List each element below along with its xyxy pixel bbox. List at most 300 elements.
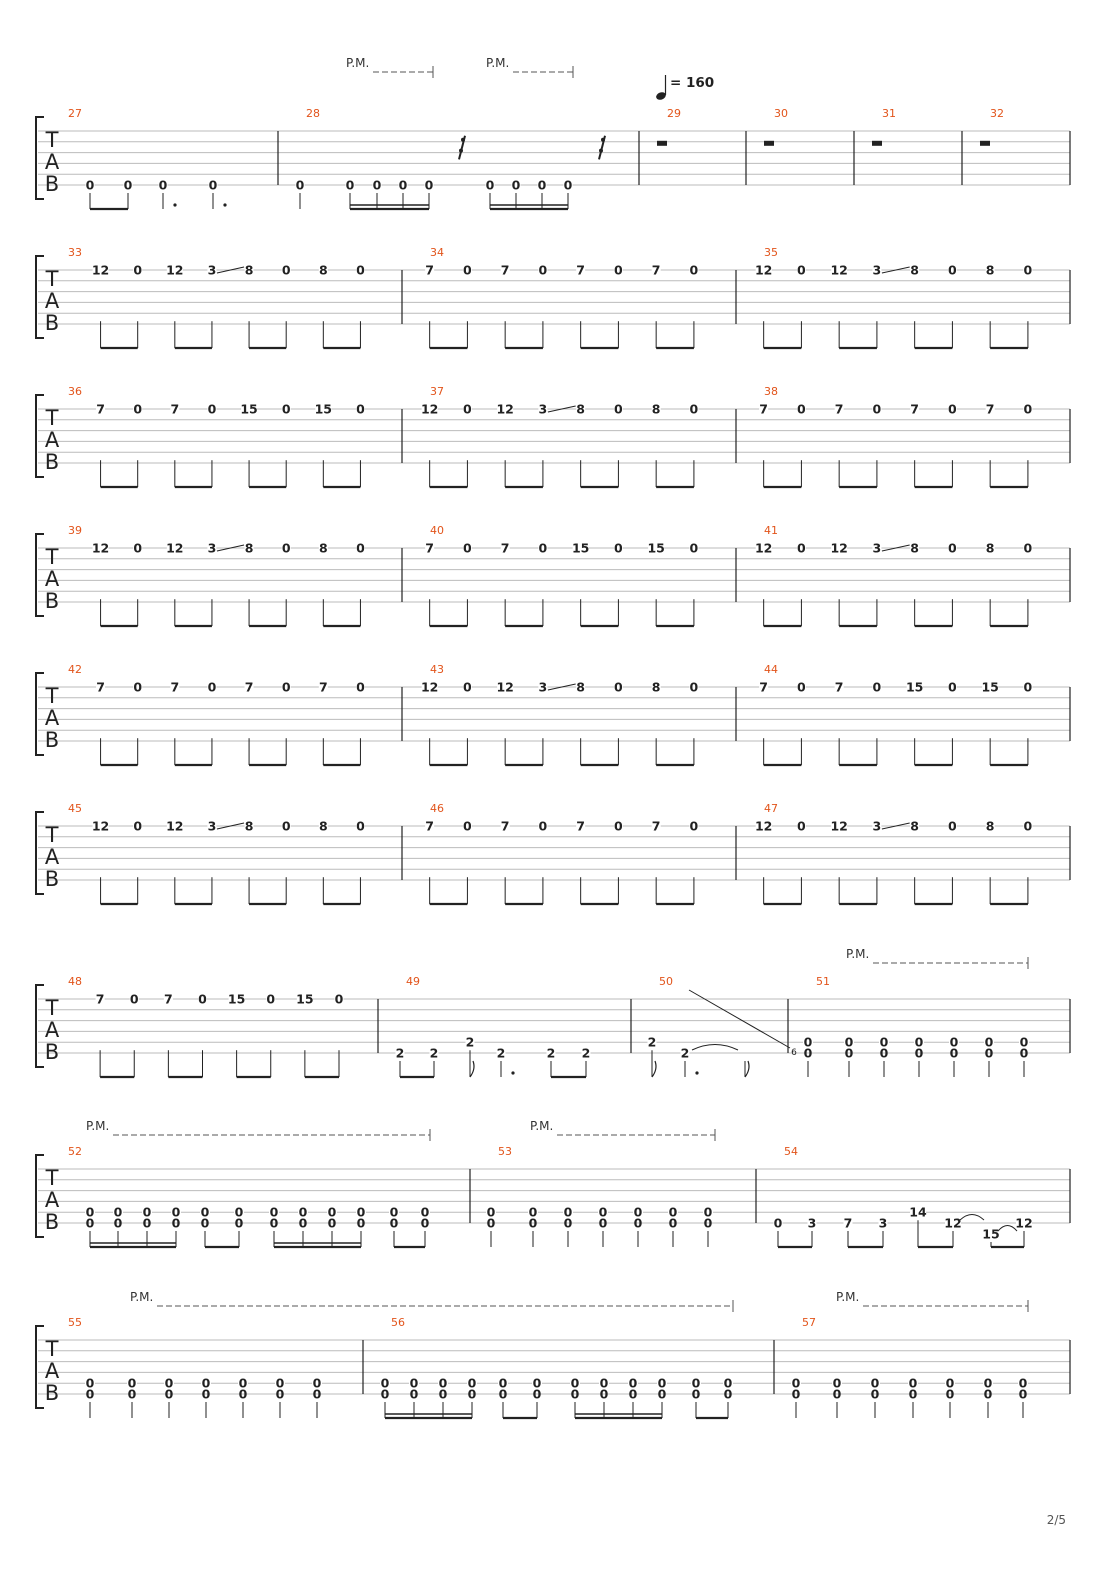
fret-number: 0 xyxy=(984,1045,994,1061)
palm-mute-marker xyxy=(86,1119,430,1141)
whole-rest xyxy=(657,141,667,146)
fret-number: 0 xyxy=(356,1215,366,1231)
fret-number: 12 xyxy=(830,262,848,278)
fret-number: 2 xyxy=(546,1045,556,1061)
fret-number: 0 xyxy=(281,262,291,278)
fret-number: 8 xyxy=(985,818,995,834)
fret-number: 0 xyxy=(948,540,957,556)
fret-number: 0 xyxy=(356,818,365,834)
fret-number: 0 xyxy=(198,991,207,1007)
measure-number: 36 xyxy=(68,385,82,398)
fret-number: 7 xyxy=(843,1215,853,1231)
fret-number: 0 xyxy=(201,1375,211,1391)
fret-number: 0 xyxy=(803,1034,813,1050)
fret-number: 7 xyxy=(759,679,769,695)
measure-number: 29 xyxy=(667,107,681,120)
fret-number: 0 xyxy=(200,1215,210,1231)
fret-number: 3 xyxy=(538,679,548,695)
fret-number: 0 xyxy=(914,1034,924,1050)
system-bracket xyxy=(36,534,44,616)
fret-number: 7 xyxy=(834,679,844,695)
fret-number: 0 xyxy=(298,1204,308,1220)
rhythm-dot xyxy=(695,1071,698,1074)
fret-number: 0 xyxy=(949,1034,959,1050)
tab-clef-letter: A xyxy=(44,1018,60,1042)
tab-clef-letter: B xyxy=(44,589,60,613)
fret-number: 0 xyxy=(463,818,472,834)
rhythm-dot xyxy=(173,203,176,206)
fret-number: 0 xyxy=(113,1215,123,1231)
fret-number: 7 xyxy=(164,991,173,1007)
fret-number: 0 xyxy=(832,1375,842,1391)
fret-number: 0 xyxy=(908,1386,918,1402)
fret-number: 0 xyxy=(614,401,623,417)
fret-number: 0 xyxy=(200,1204,210,1220)
fret-number: 12 xyxy=(166,262,184,278)
fret-number: 0 xyxy=(127,1375,137,1391)
fret-number: 15 xyxy=(240,401,258,417)
fret-number: 0 xyxy=(598,1204,608,1220)
rhythm-dot xyxy=(511,1071,514,1074)
measure-number: 48 xyxy=(68,975,82,988)
fret-number: 3 xyxy=(538,401,548,417)
fret-number: 8 xyxy=(318,540,328,556)
fret-number: 7 xyxy=(425,262,435,278)
fret-number: 2 xyxy=(581,1045,591,1061)
fret-number: 3 xyxy=(807,1215,817,1231)
fret-number: 15 xyxy=(314,401,333,417)
tab-clef-letter: A xyxy=(44,428,60,452)
fret-number: 0 xyxy=(538,262,548,278)
measure-number: 50 xyxy=(659,975,673,988)
fret-number: 0 xyxy=(668,1204,678,1220)
fret-number: 0 xyxy=(269,1204,279,1220)
fret-number: 0 xyxy=(133,679,143,695)
fret-number: 8 xyxy=(985,262,995,278)
fret-number: 0 xyxy=(424,177,434,193)
palm-mute-marker xyxy=(486,56,573,78)
fret-number: 7 xyxy=(170,401,180,417)
measure-number: 51 xyxy=(816,975,830,988)
sixteenth-rest xyxy=(459,136,465,160)
fret-number: 0 xyxy=(207,401,217,417)
fret-number: 0 xyxy=(127,1386,137,1402)
fret-number: 0 xyxy=(689,679,699,695)
fret-number: 0 xyxy=(334,991,344,1007)
fret-number: 0 xyxy=(129,991,139,1007)
fret-number: 0 xyxy=(983,1375,993,1391)
fret-number: 0 xyxy=(438,1375,448,1391)
measure-number: 54 xyxy=(784,1145,798,1158)
fret-number: 0 xyxy=(797,540,806,556)
tab-clef-letter: B xyxy=(44,311,60,335)
measure-number: 31 xyxy=(882,107,896,120)
fret-number: 2 xyxy=(496,1045,506,1061)
fret-number: 0 xyxy=(234,1204,244,1220)
fret-number: 0 xyxy=(463,679,472,695)
fret-number: 0 xyxy=(537,177,547,193)
fret-number: 12 xyxy=(830,540,848,556)
fret-number: 0 xyxy=(467,1386,477,1402)
measure-number: 47 xyxy=(764,802,778,815)
fret-number: 0 xyxy=(703,1215,713,1231)
fret-number: 2 xyxy=(395,1045,405,1061)
fret-number: 0 xyxy=(945,1375,955,1391)
fret-number: 0 xyxy=(312,1386,322,1402)
fret-number: 3 xyxy=(872,818,882,834)
fret-number: 0 xyxy=(599,1375,609,1391)
fret-number: 7 xyxy=(759,401,769,417)
fret-number: 12 xyxy=(91,818,110,834)
measure-number: 46 xyxy=(430,802,444,815)
fret-number: 0 xyxy=(628,1375,638,1391)
tab-clef-letter: B xyxy=(44,1210,60,1234)
fret-number: 0 xyxy=(275,1375,285,1391)
system-bracket xyxy=(36,812,44,894)
fret-number: 0 xyxy=(914,1045,924,1061)
fret-number: 15 xyxy=(647,540,665,556)
fret-number: 0 xyxy=(948,679,957,695)
fret-number: 0 xyxy=(1018,1375,1028,1391)
fret-number: 0 xyxy=(984,1034,994,1050)
fret-number: 0 xyxy=(85,1386,95,1402)
fret-number: 0 xyxy=(791,1386,801,1402)
fret-number: 7 xyxy=(910,401,920,417)
tab-system xyxy=(36,1316,1070,1418)
fret-number: 7 xyxy=(500,818,510,834)
tab-clef-letter: T xyxy=(45,545,59,569)
fret-number: 0 xyxy=(389,1215,399,1231)
fret-number: 0 xyxy=(201,1386,211,1402)
fret-number: 0 xyxy=(689,540,699,556)
tie-arc xyxy=(960,1215,984,1221)
fret-number: 2 xyxy=(465,1034,475,1050)
fret-number: 0 xyxy=(563,1215,573,1231)
measure-number: 41 xyxy=(764,524,778,537)
fret-number: 0 xyxy=(532,1375,542,1391)
fret-number: 12 xyxy=(754,262,773,278)
tab-system xyxy=(36,385,1070,487)
fret-number: 0 xyxy=(563,1204,573,1220)
fret-number: 0 xyxy=(879,1045,889,1061)
fret-number: 8 xyxy=(910,818,920,834)
measure-number: 52 xyxy=(68,1145,82,1158)
fret-number: 0 xyxy=(1023,401,1033,417)
fret-number: 8 xyxy=(318,818,328,834)
note-flag xyxy=(652,1061,656,1077)
system-bracket xyxy=(36,395,44,477)
fret-number: 8 xyxy=(576,401,586,417)
palm-mute-label: P.M. xyxy=(130,1290,154,1304)
fret-number: 0 xyxy=(238,1375,248,1391)
fret-number: 0 xyxy=(691,1386,701,1402)
fret-number: 7 xyxy=(500,262,510,278)
fret-number: 12 xyxy=(830,818,848,834)
fret-number: 0 xyxy=(327,1204,337,1220)
tab-system xyxy=(36,107,1070,209)
tie-arc xyxy=(692,1045,738,1051)
fret-number: 0 xyxy=(463,401,472,417)
fret-number: 7 xyxy=(96,401,105,417)
tab-clef-letter: A xyxy=(44,1188,60,1212)
rest-dot xyxy=(461,138,465,142)
palm-mute-label: P.M. xyxy=(846,947,870,961)
fret-number: 15 xyxy=(905,679,924,695)
fret-number: 0 xyxy=(485,177,495,193)
fret-number: 12 xyxy=(754,818,773,834)
fret-number: 8 xyxy=(651,679,661,695)
measure-number: 43 xyxy=(430,663,444,676)
fret-number: 0 xyxy=(438,1386,448,1402)
fret-number: 0 xyxy=(948,262,957,278)
fret-number: 0 xyxy=(266,991,276,1007)
tab-clef-letter: A xyxy=(44,150,60,174)
tab-system xyxy=(36,246,1070,348)
tab-clef-letter: T xyxy=(45,684,59,708)
fret-number: 0 xyxy=(486,1204,496,1220)
fret-number: 7 xyxy=(834,401,844,417)
fret-number: 7 xyxy=(576,262,586,278)
fret-number: 0 xyxy=(949,1045,959,1061)
fret-number: 3 xyxy=(207,262,217,278)
fret-number: 8 xyxy=(576,679,586,695)
fret-number: 3 xyxy=(207,818,217,834)
fret-number: 0 xyxy=(948,818,957,834)
fret-number: 0 xyxy=(389,1204,399,1220)
fret-number: 15 xyxy=(981,679,999,695)
fret-number: 0 xyxy=(372,177,382,193)
fret-number: 0 xyxy=(409,1375,419,1391)
fret-number: 3 xyxy=(207,540,217,556)
palm-mute-label: P.M. xyxy=(486,56,510,70)
fret-number: 0 xyxy=(703,1204,713,1220)
fret-number: 0 xyxy=(691,1375,701,1391)
fret-number: 0 xyxy=(689,401,699,417)
fret-number: 0 xyxy=(113,1204,123,1220)
fret-number: 0 xyxy=(158,177,168,193)
fret-number: 0 xyxy=(528,1204,538,1220)
fret-number: 0 xyxy=(803,1045,813,1061)
fret-number: 12 xyxy=(754,540,773,556)
fret-number: 7 xyxy=(500,540,510,556)
fret-number: 7 xyxy=(651,818,661,834)
fret-number: 0 xyxy=(945,1386,955,1402)
tie-arc xyxy=(998,1226,1017,1232)
fret-number: 14 xyxy=(909,1204,927,1220)
fret-number: 15 xyxy=(227,991,246,1007)
fret-number: 8 xyxy=(651,401,661,417)
fret-number: 0 xyxy=(409,1386,419,1402)
tab-clef-letter: B xyxy=(44,867,60,891)
fret-number: 0 xyxy=(123,177,133,193)
palm-mute-marker xyxy=(530,1119,715,1141)
system-bracket xyxy=(36,1155,44,1237)
fret-number: 8 xyxy=(910,540,920,556)
fret-number: 0 xyxy=(1023,262,1033,278)
fret-number: 7 xyxy=(95,991,105,1007)
palm-mute-label: P.M. xyxy=(836,1290,860,1304)
fret-number: 0 xyxy=(356,262,365,278)
fret-number: 0 xyxy=(538,818,548,834)
fret-number: 0 xyxy=(164,1375,174,1391)
fret-number: 0 xyxy=(723,1375,733,1391)
fret-number: 8 xyxy=(910,262,920,278)
fret-number: 12 xyxy=(166,540,184,556)
fret-number: 0 xyxy=(208,177,218,193)
tab-clef-letter: A xyxy=(44,706,60,730)
fret-number: 12 xyxy=(91,540,110,556)
measure-number: 55 xyxy=(68,1316,82,1329)
fret-number: 7 xyxy=(651,262,661,278)
fret-number: 0 xyxy=(872,401,882,417)
fret-number: 0 xyxy=(498,1386,508,1402)
palm-mute-marker xyxy=(836,1290,1028,1312)
fret-number: 0 xyxy=(85,1204,95,1220)
fret-number: 0 xyxy=(614,679,623,695)
measure-number: 34 xyxy=(430,246,444,259)
tab-clef-letter: B xyxy=(44,728,60,752)
fret-number: 0 xyxy=(797,679,806,695)
tab-clef-letter: T xyxy=(45,823,59,847)
measure-number: 37 xyxy=(430,385,444,398)
fret-number: 0 xyxy=(142,1204,152,1220)
measure-number: 32 xyxy=(990,107,1004,120)
system-bracket xyxy=(36,1326,44,1408)
measure-number: 40 xyxy=(430,524,444,537)
rest-dot xyxy=(599,149,603,153)
fret-number: 8 xyxy=(985,540,995,556)
measure-number: 35 xyxy=(764,246,778,259)
fret-number: 8 xyxy=(244,262,254,278)
fret-number: 0 xyxy=(498,1375,508,1391)
whole-rest xyxy=(872,141,882,146)
fret-number: 7 xyxy=(96,679,105,695)
fret-number: 15 xyxy=(571,540,590,556)
fret-number: 0 xyxy=(420,1215,430,1231)
fret-number: 0 xyxy=(133,262,143,278)
fret-number: 0 xyxy=(948,401,957,417)
fret-number: 2 xyxy=(429,1045,439,1061)
fret-number: 0 xyxy=(133,401,143,417)
fret-number: 8 xyxy=(244,818,254,834)
fret-number: 0 xyxy=(281,401,291,417)
fret-number: 0 xyxy=(356,679,365,695)
fret-number: 12 xyxy=(944,1215,962,1231)
fret-number: 7 xyxy=(170,679,180,695)
fret-number: 0 xyxy=(599,1386,609,1402)
tab-system xyxy=(36,975,1070,1077)
fret-number: 0 xyxy=(345,177,355,193)
fret-number: 15 xyxy=(982,1226,1000,1242)
fret-number: 7 xyxy=(318,679,328,695)
fret-number: 0 xyxy=(870,1375,880,1391)
whole-rest xyxy=(764,141,774,146)
tab-clef-letter: T xyxy=(45,1166,59,1190)
fret-number: 0 xyxy=(356,1204,366,1220)
fret-number: 12 xyxy=(166,818,184,834)
fret-number: 0 xyxy=(633,1204,643,1220)
fret-number: 0 xyxy=(133,818,143,834)
fret-number: 0 xyxy=(1023,679,1033,695)
fret-number: 0 xyxy=(689,262,699,278)
fret-number: 0 xyxy=(327,1215,337,1231)
fret-number: 0 xyxy=(467,1375,477,1391)
fret-number: 0 xyxy=(832,1386,842,1402)
fret-number: 8 xyxy=(318,262,328,278)
fret-number: 0 xyxy=(380,1386,390,1402)
fret-number: 12 xyxy=(420,401,439,417)
fret-number: 2 xyxy=(680,1045,690,1061)
fret-number: 0 xyxy=(486,1215,496,1231)
fret-number: 0 xyxy=(133,540,143,556)
fret-number: 0 xyxy=(171,1215,181,1231)
fret-number: 8 xyxy=(244,540,254,556)
palm-mute-label: P.M. xyxy=(86,1119,110,1133)
page-number: 2/5 xyxy=(1046,1513,1066,1527)
fret-number: 3 xyxy=(872,262,882,278)
fret-number: 0 xyxy=(791,1375,801,1391)
tab-system xyxy=(36,1145,1070,1247)
fret-number: 0 xyxy=(563,177,573,193)
fret-number: 0 xyxy=(668,1215,678,1231)
measure-number: 42 xyxy=(68,663,82,676)
whole-rest xyxy=(980,141,990,146)
measure-number: 33 xyxy=(68,246,82,259)
palm-mute-label: P.M. xyxy=(346,56,370,70)
measure-number: 56 xyxy=(391,1316,405,1329)
system-bracket xyxy=(36,256,44,338)
fret-number: 0 xyxy=(657,1386,667,1402)
measure-number: 57 xyxy=(802,1316,816,1329)
fret-number: 0 xyxy=(614,818,623,834)
fret-number: 12 xyxy=(496,679,514,695)
measure-number: 30 xyxy=(774,107,788,120)
note-flag xyxy=(745,1061,749,1077)
fret-number: 0 xyxy=(234,1215,244,1231)
tab-clef-letter: B xyxy=(44,172,60,196)
measure-number: 39 xyxy=(68,524,82,537)
tuplet-number: 6 xyxy=(791,1048,797,1058)
tab-clef-letter: A xyxy=(44,1359,60,1383)
fret-number: 0 xyxy=(532,1386,542,1402)
palm-mute-marker xyxy=(846,947,1028,969)
fret-number: 0 xyxy=(85,1375,95,1391)
fret-number: 0 xyxy=(879,1034,889,1050)
palm-mute-label: P.M. xyxy=(530,1119,554,1133)
fret-number: 0 xyxy=(85,177,95,193)
fret-number: 0 xyxy=(570,1386,580,1402)
fret-number: 0 xyxy=(1018,1386,1028,1402)
fret-number: 0 xyxy=(281,679,291,695)
fret-number: 0 xyxy=(797,262,806,278)
fret-number: 0 xyxy=(380,1375,390,1391)
fret-number: 0 xyxy=(598,1215,608,1231)
measure-number: 28 xyxy=(306,107,320,120)
measure-number: 49 xyxy=(406,975,420,988)
fret-number: 0 xyxy=(275,1386,285,1402)
sixteenth-rest xyxy=(599,136,605,160)
fret-number: 0 xyxy=(570,1375,580,1391)
fret-number: 0 xyxy=(773,1215,783,1231)
fret-number: 0 xyxy=(398,177,408,193)
fret-number: 0 xyxy=(312,1375,322,1391)
fret-number: 0 xyxy=(689,818,699,834)
measure-number: 45 xyxy=(68,802,82,815)
rhythm-dot xyxy=(223,203,226,206)
fret-number: 7 xyxy=(576,818,586,834)
tab-clef-letter: B xyxy=(44,450,60,474)
system-bracket xyxy=(36,117,44,199)
